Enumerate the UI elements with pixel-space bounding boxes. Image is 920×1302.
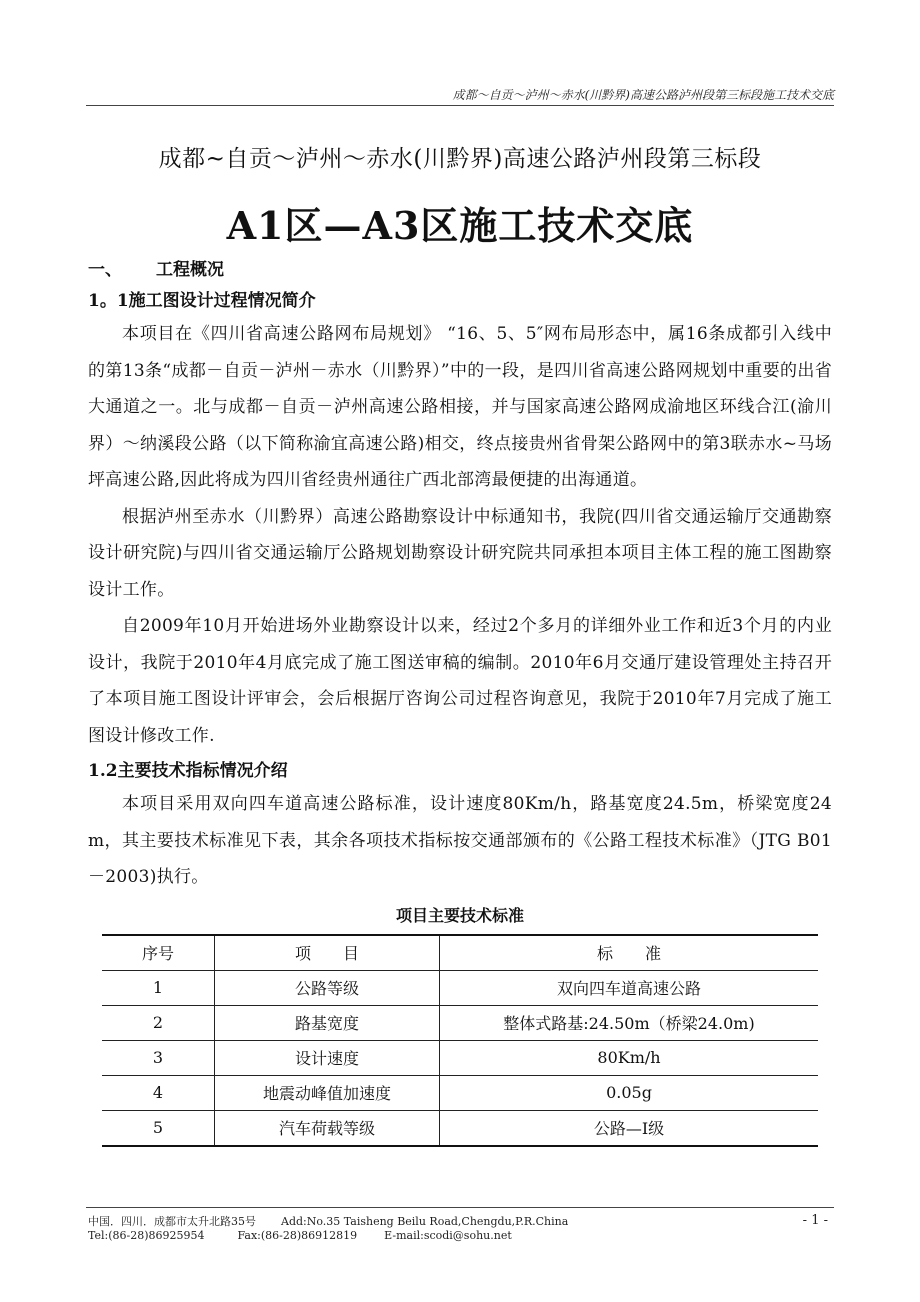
technical-standards-table (102, 934, 818, 1147)
section-heading-1 (88, 256, 832, 284)
table-cell: 0.05g (440, 1075, 819, 1110)
table-cell: 路基宽度 (215, 1005, 440, 1040)
subsection-heading-1-1: 1。1施工图设计过程情况简介 (88, 291, 316, 311)
table-cell: 公路—I级 (440, 1110, 819, 1146)
section-title: 工程概况 (156, 260, 224, 280)
header-rule (86, 105, 834, 106)
table-cell: 地震动峰值加速度 (215, 1075, 440, 1110)
table-row (102, 1040, 818, 1075)
column-header: 标 准 (440, 935, 819, 971)
table-row (102, 1005, 818, 1040)
table-cell: 4 (102, 1075, 215, 1110)
table-row (102, 1075, 818, 1110)
column-header: 项 目 (215, 935, 440, 971)
footer-rule (86, 1207, 834, 1208)
footer-fax: Fax:(86-28)86912819 (237, 1229, 358, 1242)
table-cell: 整体式路基:24.50m（桥梁24.0m) (440, 1005, 819, 1040)
footer-contact-line (88, 1229, 828, 1242)
table-cell: 1 (102, 970, 215, 1005)
table-cell: 汽车荷载等级 (215, 1110, 440, 1146)
table-cell: 设计速度 (215, 1040, 440, 1075)
footer-tel: Tel:(86-28)86925954 (88, 1229, 205, 1242)
subsection-heading-1-2: 1.2主要技术指标情况介绍 (88, 761, 288, 781)
table-cell: 5 (102, 1110, 215, 1146)
footer-address-line (88, 1213, 828, 1229)
column-header: 序号 (102, 935, 215, 971)
running-header: 成都～自贡～泸州～赤水(川黔界)高速公路泸州段第三标段施工技术交底 (452, 88, 834, 102)
table-header-row (102, 935, 818, 971)
table-cell: 3 (102, 1040, 215, 1075)
footer-email: E-mail:scodi@sohu.net (384, 1229, 512, 1242)
section-number: 一、 (88, 260, 122, 280)
document-body (88, 256, 832, 1147)
document-subtitle: 成都~自贡～泸州～赤水(川黔界)高速公路泸州段第三标段 (158, 146, 762, 172)
paragraph: 根据泸州至赤水（川黔界）高速公路勘察设计中标通知书，我院(四川省交通运输厅交通勘察设计研究院)与四川省交通运输厅公路规划勘察设计研究院共同承担本项目主体工程的施工图勘察设计工作。 (88, 506, 832, 600)
footer-address-cn: 中国．四川．成都市太升北路35号 (88, 1215, 256, 1228)
table-cell: 80Km/h (440, 1040, 819, 1075)
paragraph: 自2009年10月开始进场外业勘察设计以来，经过2个多月的详细外业工作和近3个月的内业设计，我院于2010年4月底完成了施工图送审稿的编制。2010年6月交通厅建设管理处主持召开了本项目施工图设计评审会，会后根据厅咨询公司过程咨询意见，我院于2010年7月完成了施工图设计修改工作. (88, 616, 832, 746)
footer-address-en: Add:No.35 Taisheng Beilu Road,Chengdu,P.R.China (281, 1215, 569, 1228)
table-row (102, 1110, 818, 1146)
paragraph: 本项目采用双向四车道高速公路标准，设计速度80Km/h，路基宽度24.5m，桥梁宽度24m，其主要技术标准见下表，其余各项技术指标按交通部颁布的《公路工程技术标准》（JTG B01－2003)执行。 (88, 794, 832, 887)
table-row (102, 970, 818, 1005)
table-cell: 公路等级 (215, 970, 440, 1005)
page-number: - 1 - (802, 1213, 828, 1228)
document-title: A1区—A3区施工技术交底 (226, 203, 694, 248)
table-caption: 项目主要技术标准 (395, 905, 524, 925)
paragraph: 本项目在《四川省高速公路网布局规划》 “16、5、5″网布局形态中，属16条成都引入线中的第13条“成都－自贡－泸州－赤水（川黔界）”中的一段，是四川省高速公路网规划中重要的出省大通道之一。北与成都－自贡－泸州高速公路相接，并与国家高速公路网成渝地区环线合江(渝川界）～纳溪段公路（以下简称渝宜高速公路)相交，终点接贵州省骨架公路网中的第3联赤水~马场坪高速公路,因此将成为四川省经贵州通往广西北部湾最便捷的出海通道。 (88, 324, 832, 490)
table-cell: 2 (102, 1005, 215, 1040)
table-cell: 双向四车道高速公路 (440, 970, 819, 1005)
